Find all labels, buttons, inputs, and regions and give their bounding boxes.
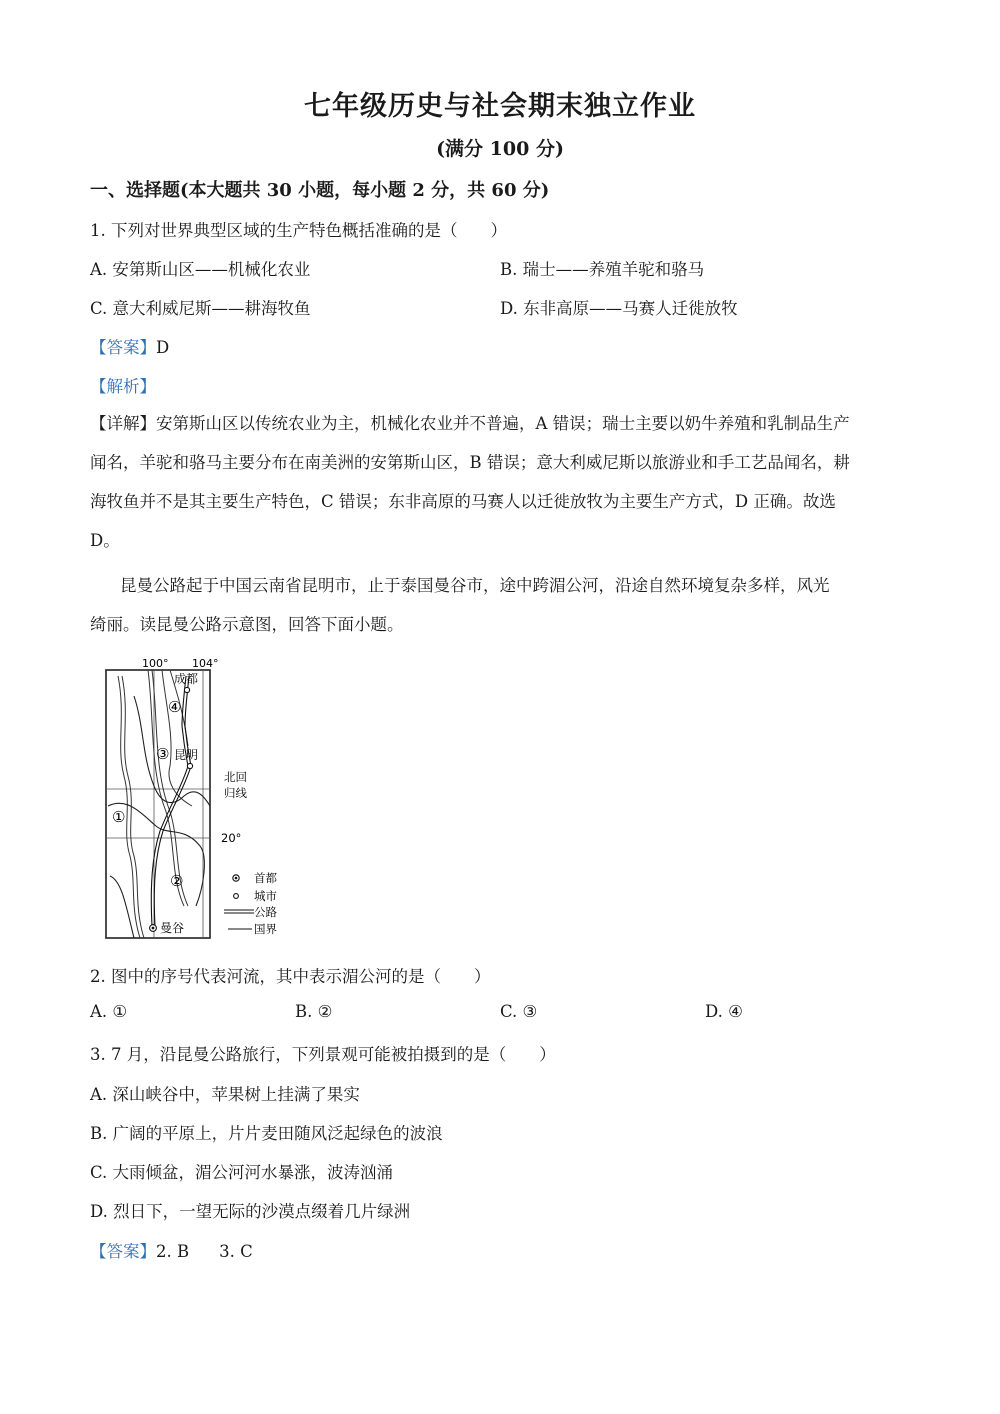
legend-city-symbol [234, 894, 239, 899]
answer-2-3 [90, 1238, 253, 1262]
question-1-answer [90, 334, 169, 358]
question-2-option-d: D. ④ [705, 1002, 743, 1021]
answer-2-value: 2. B [156, 1242, 190, 1261]
question-1-option-b: B. 瑞士——养殖羊驼和骆马 [500, 260, 705, 279]
detail-tag: 【详解】 [90, 414, 156, 433]
answer-tag-2: 【答案】 [90, 1242, 156, 1261]
lat-20-label: 20° [221, 831, 242, 845]
bangkok-capital-dot [152, 927, 155, 930]
river-label-4: ④ [168, 698, 182, 716]
detail-line-2: 闻名，羊驼和骆马主要分布在南美洲的安第斯山区，B 错误；意大利威尼斯以旅游业和手工艺品闻名，耕 [90, 453, 850, 472]
lon-100-label: 100° [142, 657, 169, 670]
analysis-tag: 【解析】 [90, 377, 156, 396]
detail-line-3: 海牧鱼并不是其主要生产特色，C 错误；东非高原的马赛人以迁徙放牧为主要生产方式，D 正确。故选 [90, 492, 836, 511]
detail-line-4: D。 [90, 531, 120, 550]
answer-tag: 【答案】 [90, 338, 156, 357]
legend-border-label: 国界 [254, 922, 277, 936]
question-1-detail [90, 404, 912, 560]
question-1-option-c: C. 意大利威尼斯——耕海牧鱼 [90, 299, 311, 318]
question-3-option-b: B. 广阔的平原上，片片麦田随风泛起绿色的波浪 [90, 1124, 443, 1143]
river-1 [118, 676, 140, 938]
border-line-3 [110, 876, 134, 938]
question-1-stem: 1. 下列对世界典型区域的生产特色概括准确的是（ ） [90, 221, 507, 240]
detail-line-1: 【详解】安第斯山区以传统农业为主，机械化农业并不普遍，A 错误；瑞士主要以奶牛养殖和乳制品生产 [90, 414, 850, 433]
river-label-2: ② [170, 872, 184, 890]
question-2-stem: 2. 图中的序号代表河流，其中表示湄公河的是（ ） [90, 967, 491, 986]
question-2-option-b: B. ② [295, 1002, 333, 1021]
question-3-option-a: A. 深山峡谷中，苹果树上挂满了果实 [90, 1085, 360, 1104]
chengdu-label: 成都 [174, 672, 199, 686]
question-2-option-a: A. ① [90, 1002, 128, 1021]
chengdu-city-marker [184, 687, 189, 692]
river-label-1: ① [112, 808, 126, 826]
page-subtitle: (满分 100 分) [436, 138, 564, 160]
question-3-option-d: D. 烈日下，一望无际的沙漠点缀着几片绿洲 [90, 1202, 411, 1221]
bangkok-label: 曼谷 [160, 921, 185, 935]
question-1-option-a: A. 安第斯山区——机械化农业 [90, 260, 311, 279]
question-2-option-c: C. ③ [500, 1002, 538, 1021]
page-title: 七年级历史与社会期末独立作业 [304, 91, 696, 122]
section-heading: 一、选择题(本大题共 30 小题，每小题 2 分，共 60 分) [90, 180, 550, 201]
question-3-stem: 3. 7 月，沿昆曼公路旅行，下列景观可能被拍摄到的是（ ） [90, 1045, 556, 1064]
river-label-3: ③ [156, 745, 170, 763]
kunming-bangkok-map [104, 656, 294, 946]
question-3-option-c: C. 大雨倾盆，湄公河河水暴涨，波涛汹涌 [90, 1163, 394, 1182]
kunming-label: 昆明 [174, 748, 199, 762]
lon-104-label: 104° [192, 657, 219, 670]
kunming-city-marker [187, 763, 192, 768]
answer-value: D [156, 338, 170, 357]
question-1-option-d: D. 东非高原——马赛人迁徙放牧 [500, 299, 738, 318]
tropic-label-2: 归线 [224, 786, 247, 800]
answer-3-value: 3. C [219, 1242, 253, 1261]
intro-line-1: 昆曼公路起于中国云南省昆明市，止于泰国曼谷市，途中跨湄公河，沿途自然环境复杂多样，风光 [120, 576, 830, 595]
legend-city-label: 城市 [254, 889, 277, 903]
legend-capital-label: 首都 [254, 871, 277, 885]
tropic-label-1: 北回 [224, 770, 247, 784]
intro-line-2: 绮丽。读昆曼公路示意图，回答下面小题。 [90, 615, 404, 634]
legend-road-label: 公路 [254, 905, 277, 919]
